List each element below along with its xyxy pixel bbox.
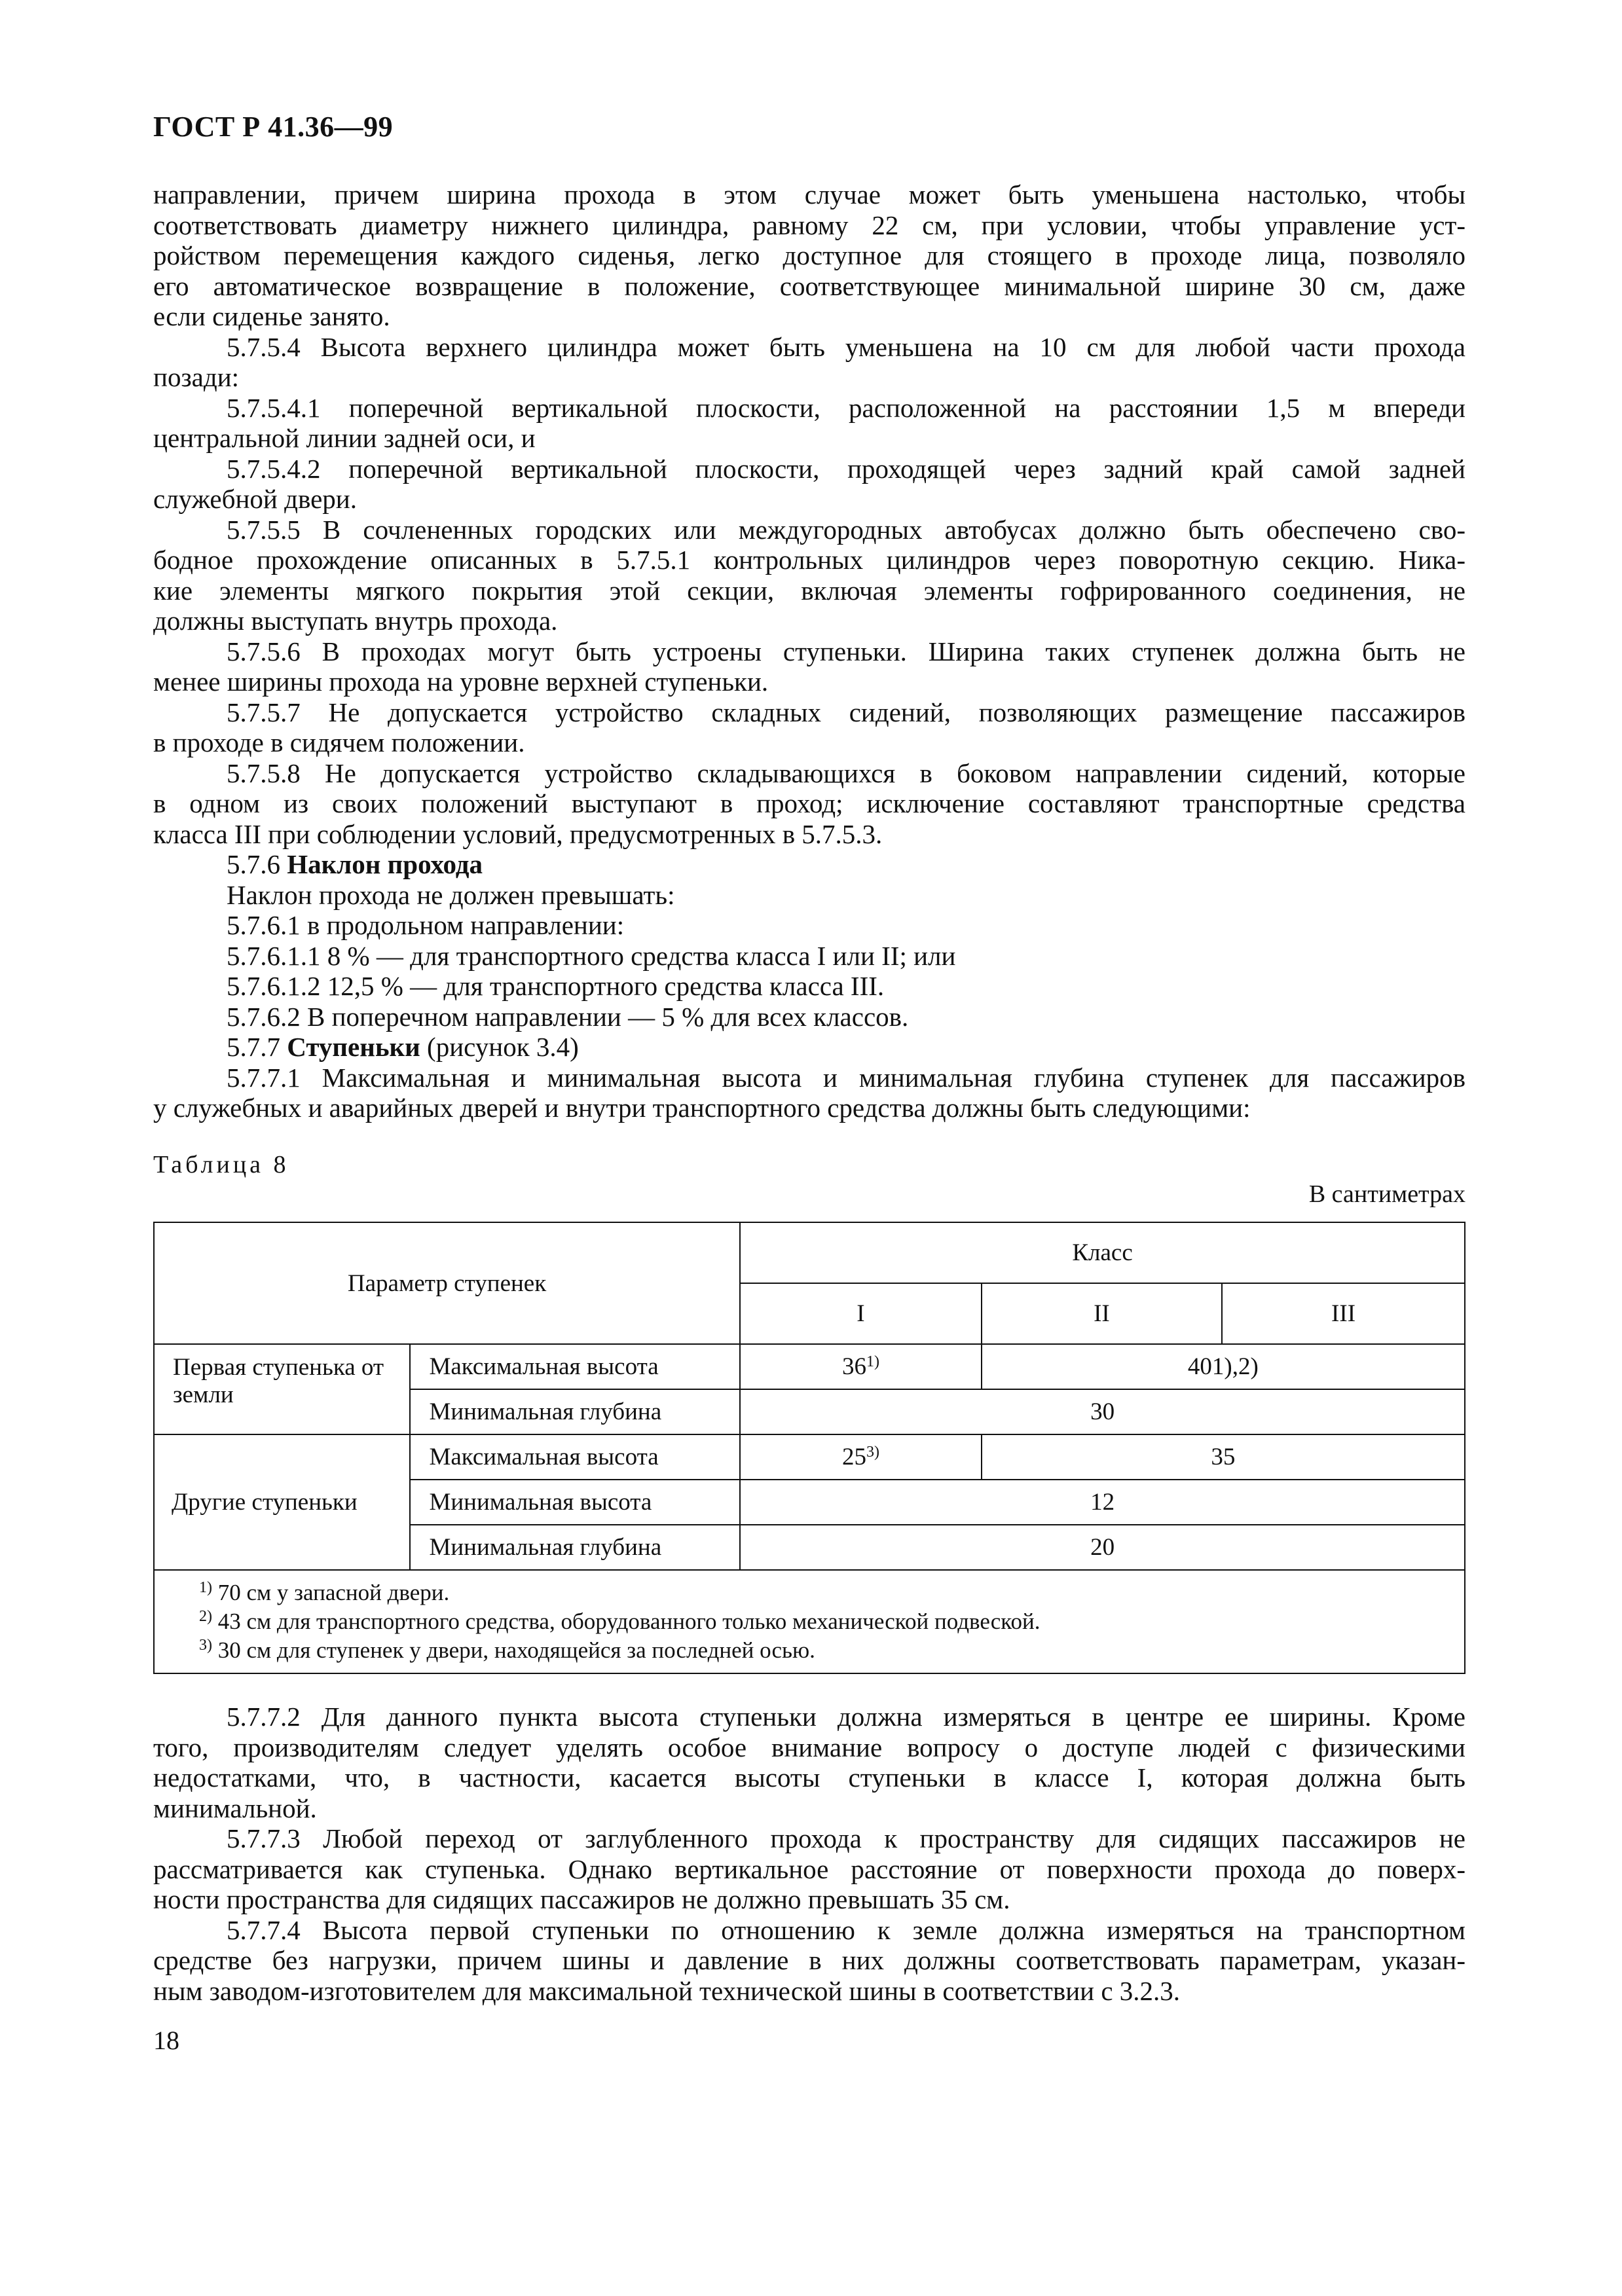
footnote: $^{2)}$ 43 см для транспортного средства, оборудованного только механической подвеской. [199, 1608, 1041, 1634]
text-line: ности пространства для сидящих пассажиров не должно превышать 35 см. [153, 1884, 1010, 1914]
document-header: ГОСТ Р 41.36—99 [153, 111, 394, 143]
text-line: 5.7.5.5 В сочлененных городских или междугородных автобусах должно быть обеспечено сво- [227, 514, 1465, 545]
header-class-2: II [982, 1283, 1222, 1344]
text-line: 5.7.7.4 Высота первой ступеньки по отношению к земле должна измеряться на транспортном [227, 1914, 1465, 1945]
text-line: соответствовать диаметру нижнего цилиндра, равному 22 см, при условии, чтобы управление уст- [153, 210, 1465, 240]
text-line: 5.7.5.8 Не допускается устройство складывающихся в боковом направлении сидений, которые [227, 757, 1465, 788]
text-span: 5.7.6 [227, 849, 287, 879]
page-number: 18 [153, 2026, 179, 2055]
value-cell: 401),2) [982, 1344, 1465, 1389]
text-line: средстве без нагрузки, причем шины и давление в них должны соответствовать параметрам, указан- [153, 1945, 1465, 1975]
body-text-bottom [153, 1702, 1465, 2006]
text-line: Наклон прохода не должен превышать: [227, 879, 675, 910]
text-line: 5.7.5.7 Не допускается устройство складных сидений, позволяющих размещение пассажиров [227, 697, 1465, 727]
text-line: должны выступать внутрь прохода. [153, 606, 558, 636]
param-cell: Минимальная глубина [410, 1525, 740, 1570]
text-line: направлении, причем ширина прохода в этом случае может быть уменьшена настолько, чтобы [153, 179, 1465, 210]
header-param: Параметр ступенек [154, 1222, 740, 1344]
text-line: 5.7.7.2 Для данного пункта высота ступеньки должна измеряться в центре ее ширины. Кроме [227, 1702, 1465, 1732]
text-line: центральной линии задней оси, и [153, 423, 536, 453]
text-line: 5.7.6.1.1 8 % — для транспортного средства класса I или II; или [227, 940, 956, 971]
text-line: 5.7.5.4.2 поперечной вертикальной плоскости, проходящей через задний край самой задней [227, 453, 1465, 484]
text-span: 5.7.7 [227, 1032, 287, 1062]
text-line: 5.7.6.2 В поперечном направлении — 5 % для всех классов. [227, 1001, 909, 1032]
text-line: 5.7.7.1 Максимальная и минимальная высота и минимальная глубина ступенек для пассажиров [227, 1062, 1465, 1093]
group-other-steps: Другие ступеньки [154, 1434, 410, 1570]
text-line: менее ширины прохода на уровне верхней ступеньки. [153, 666, 769, 697]
text-line: 5.7.5.4.1 поперечной вертикальной плоскости, расположенной на расстоянии 1,5 м впереди [227, 392, 1465, 423]
value-cell: 20 [740, 1525, 1465, 1570]
value-cell: 12 [740, 1480, 1465, 1525]
text-line: бодное прохождение описанных в 5.7.5.1 контрольных цилиндров через поворотную секцию. Ника- [153, 545, 1465, 575]
text-line [153, 849, 1465, 880]
text-line: недостатками, что, в частности, касается высоты ступеньки в классе I, которая должна быть [153, 1762, 1465, 1793]
section-heading: Наклон прохода [287, 849, 483, 879]
text-line: ройством перемещения каждого сиденья, легко доступное для стоящего в проходе лица, позволяло [153, 240, 1465, 270]
text-line: позади: [153, 362, 240, 392]
table-units: В сантиметрах [1308, 1180, 1465, 1208]
text-line: 5.7.6.1 в продольном направлении: [227, 910, 625, 940]
text-line: ным заводом-изготовителем для максимальной технической шины в соответствии с 3.2.3. [153, 1975, 1181, 2006]
param-cell: Максимальная высота [410, 1344, 740, 1389]
param-cell: Минимальная высота [410, 1480, 740, 1525]
value-cell: 36$^{1)}$ [740, 1344, 982, 1389]
header-class: Класс [740, 1222, 1465, 1283]
header-class-3: III [1222, 1283, 1465, 1344]
steps-table [153, 1222, 1465, 1674]
text-line: того, производителям следует уделять особое внимание вопросу о доступе людей с физическими [153, 1732, 1465, 1762]
param-cell: Минимальная глубина [410, 1389, 740, 1434]
text-span: (рисунок 3.4) [420, 1032, 579, 1062]
text-line: класса III при соблюдении условий, предусмотренных в 5.7.5.3. [153, 818, 883, 849]
value-cell: 30 [740, 1389, 1465, 1434]
text-line: в одном из своих положений выступают в проход; исключение составляют транспортные средства [153, 788, 1465, 818]
text-line: рассматривается как ступенька. Однако вертикальное расстояние от поверхности прохода до поверх- [153, 1853, 1465, 1884]
body-text-top [153, 179, 1465, 1123]
table-footnotes [154, 1570, 1465, 1673]
text-line: его автоматическое возвращение в положение, соответствующее минимальной ширине 30 см, даже [153, 270, 1465, 301]
text-line: 5.7.5.6 В проходах могут быть устроены ступеньки. Ширина таких ступенек должна быть не [227, 636, 1465, 666]
value-cell: 25$^{3)}$ [740, 1434, 982, 1480]
section-heading: Ступеньки [287, 1032, 420, 1062]
table-row [154, 1434, 1465, 1480]
text-line: 5.7.7.3 Любой переход от заглубленного прохода к пространству для сидящих пассажиров не [227, 1823, 1465, 1853]
text-line: служебной двери. [153, 484, 357, 514]
text-line: у служебных и аварийных дверей и внутри транспортного средства должны быть следующими: [153, 1093, 1251, 1123]
param-cell: Максимальная высота [410, 1434, 740, 1480]
table-row [154, 1344, 1465, 1389]
table-caption: Таблица 8 [153, 1151, 289, 1178]
text-line: минимальной. [153, 1793, 317, 1823]
group-first-step: Первая ступенька от земли [154, 1344, 410, 1434]
text-line: 5.7.6.1.2 12,5 % — для транспортного средства класса III. [227, 971, 885, 1001]
text-line: 5.7.5.4 Высота верхнего цилиндра может быть уменьшена на 10 см для любой части прохода [227, 331, 1465, 362]
header-class-1: I [740, 1283, 982, 1344]
footnote: $^{1)}$ 70 см у запасной двери. [199, 1579, 450, 1605]
value-cell: 35 [982, 1434, 1465, 1480]
text-line: кие элементы мягкого покрытия этой секции, включая элементы гофрированного соединения, не [153, 575, 1465, 606]
footnote: $^{3)}$ 30 см для ступенек у двери, находящейся за последней осью. [199, 1637, 815, 1663]
text-line: в проходе в сидячем положении. [153, 727, 525, 757]
text-line [153, 1032, 1465, 1063]
text-line: если сиденье занято. [153, 301, 390, 331]
